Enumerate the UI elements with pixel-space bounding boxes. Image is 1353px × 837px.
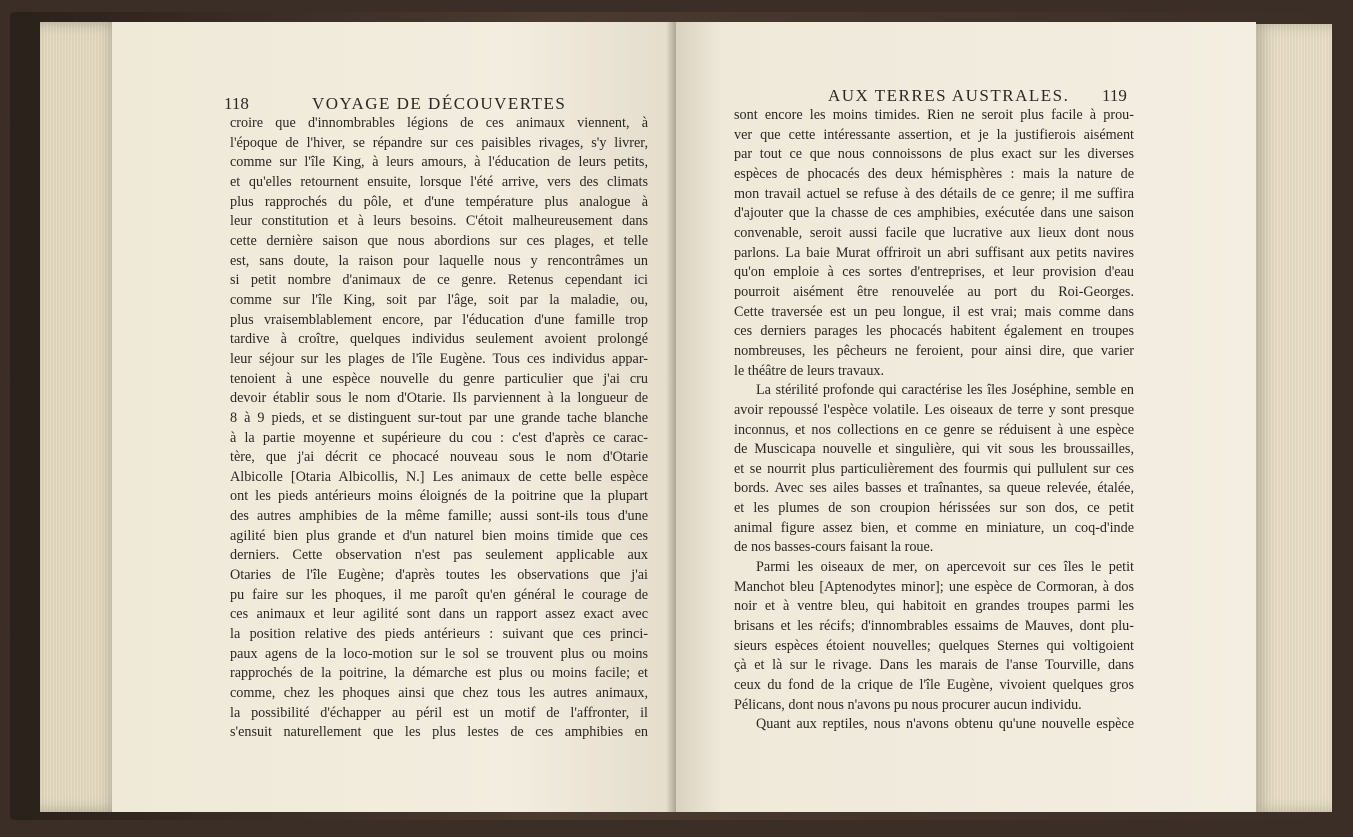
text-line: plus vraisemblablement encore, par l'éducation d'une famille trop — [230, 311, 648, 328]
text-line: avoir repoussé l'espèce volatile. Les oiseaux de terre y sont presque — [734, 401, 1134, 418]
text-line: nombreuses, les pêcheurs ne feroient, pour ainsi dire, que varier — [734, 342, 1134, 359]
text-line: ces animaux et leur agilité sont dans un rapport assez exact avec — [230, 606, 648, 623]
text-line: des autres amphibies de la même famille; aussi sont-ils tous d'une — [230, 508, 648, 525]
text-line: s'ensuit naturellement que les plus lestes de ces amphibies en — [230, 724, 648, 741]
text-line: mon travail actuel se refuse à des détails de ce genre; il me suffira — [734, 185, 1134, 202]
text-line: convenable, seroit aussi facile que lucrative aux lieux dont nous — [734, 224, 1134, 241]
text-line: comme sur l'île King, à leurs amours, à l'éducation de leurs petits, — [230, 154, 648, 171]
text-line: de Muscicapa nouvelle et singulière, qui vit sous les broussailles, — [734, 441, 1134, 458]
text-line: devoir établir sous le nom d'Otarie. Ils parviennent à la longueur de — [230, 390, 648, 407]
text-line: Cette traversée est un peu longue, il est vrai; mais comme dans — [734, 303, 1134, 320]
text-line: tère, que j'ai décrit ce phocacé nouveau sous le nom d'Otarie — [230, 449, 648, 466]
right-page — [676, 22, 1256, 812]
text-line: pourroit aisément être renouvelée au port du Roi-Georges. — [734, 283, 1134, 300]
text-line: et les plumes de son croupion hérissées sur son dos, ce petit — [734, 500, 1134, 517]
text-line: Albicolle [Otaria Albicollis, N.] Les animaux de cette belle espèce — [230, 468, 648, 485]
text-line: La stérilité profonde qui caractérise les îles Joséphine, semble en — [756, 382, 1134, 399]
text-line: le théâtre de leurs travaux. — [734, 362, 885, 379]
left-page-number: 118 — [224, 94, 249, 113]
text-line: derniers. Cette observation n'est pas seulement applicable aux — [230, 547, 648, 564]
text-line: 8 à 9 pieds, et se distinguent sur-tout par une grande tache blanche — [230, 409, 648, 426]
text-line: çà et là sur le rivage. Dans les marais de l'anse Tourville, dans — [734, 657, 1134, 674]
text-line: inconnus, et nos collections en ce genre se réduisent à une espèce — [734, 421, 1134, 438]
text-line: parlons. La baie Murat offriroit un abri suffisant aux petits navires — [734, 244, 1134, 261]
text-line: et qu'elles retournent ensuite, lorsque l'été arrive, vers des climats — [230, 173, 648, 190]
text-line: de nos basses-cours faisant la roue. — [734, 539, 934, 556]
text-line: l'époque de l'hiver, se répandre sur ces paisibles rivages, s'y livrer, — [230, 134, 648, 151]
text-line: sont encore les moins timides. Rien ne seroit plus facile à prou- — [734, 107, 1134, 123]
right-running-head: AUX TERRES AUSTRALES. — [828, 86, 1070, 105]
left-body-text — [230, 114, 648, 743]
text-line: noir et à ventre bleu, qui habitoit en grandes troupes parmi les — [734, 598, 1134, 615]
right-page-edges — [1252, 24, 1332, 812]
text-line: cette dernière saison que nous abordions sur ces plages, et telle — [230, 232, 648, 249]
text-line: est, sans doute, la raison pour laquelle nous y rencontrâmes un — [230, 252, 648, 269]
left-running-head: VOYAGE DE DÉCOUVERTES — [312, 94, 567, 113]
text-line: la position relative des pieds antérieurs : suivant que ces princi- — [230, 626, 648, 643]
text-line: et se nourrit plus particulièrement des fourmis qui pullulent sur ces — [734, 460, 1134, 477]
text-line: la possibilité d'échapper au péril est un motif de l'affronter, il — [230, 704, 648, 721]
text-line: si petit nombre d'animaux de ce genre. Retenus cependant ici — [230, 272, 648, 289]
text-line: espèces de phocacés des deux hémisphères : mais la nature de — [734, 165, 1134, 182]
text-line: agilité bien plus grande et d'un naturel bien moins timide que ces — [230, 527, 648, 544]
text-line: bords. Avec ses ailes basses et traînantes, sa queue relevée, étalée, — [734, 480, 1134, 497]
text-line: ont les pieds antérieurs moins éloignés de la poitrine que la plupart — [230, 488, 648, 505]
text-line: Quant aux reptiles, nous n'avons obtenu qu'une nouvelle espèce — [756, 716, 1134, 733]
text-line: comme, chez les phoques ainsi que chez tous les autres animaux, — [230, 685, 648, 702]
text-line: sieurs espèces étoient nouvelles; quelques Sternes qui voltigoient — [734, 637, 1134, 654]
left-page-edges — [40, 22, 120, 812]
text-line: rapprochés de la poitrine, la démarche est plus ou moins facile; et — [230, 665, 648, 682]
text-line: leur constitution et à leurs besoins. C'étoit malheureusement dans — [230, 213, 648, 230]
text-line: qu'on emploie à ces sortes d'entreprises, et leur provision d'eau — [734, 264, 1134, 281]
text-line: animal figure assez bien, et comme en miniature, un coq-d'inde — [734, 519, 1134, 536]
text-line: d'ajouter que la chasse de ces amphibies, exécutée dans une saison — [734, 205, 1134, 222]
text-line: brisans et les récifs; d'innombrables essaims de Mauves, dont plu- — [734, 618, 1134, 635]
text-line: tenoient à une espèce nouvelle du genre particulier que j'ai cru — [230, 370, 648, 387]
text-line: tardive à croître, quelques individus seulement avoient prolongé — [230, 331, 648, 348]
text-line: ces derniers parages les phocacés habitent également en troupes — [734, 323, 1134, 340]
text-line: pu faire sur les phoques, il me paroît qu'en général le courage de — [230, 586, 648, 603]
text-line: leur séjour sur les plages de l'île Eugène. Tous ces individus appar- — [230, 350, 648, 367]
right-body-text — [734, 106, 1134, 735]
text-line: Pélicans, dont nous n'avons pu nous procurer aucun individu. — [734, 696, 1082, 713]
text-line: par tout ce que nous connoissons de plus exact sur les diverses — [734, 146, 1134, 163]
left-page — [112, 22, 680, 812]
text-line: ver que cette intéressante assertion, et je la justifierois aisément — [734, 126, 1134, 143]
right-page-number: 119 — [1102, 86, 1127, 105]
text-line: croire que d'innombrables légions de ces animaux viennent, à — [230, 115, 648, 131]
text-line: Otaries de l'île Eugène; d'après toutes les observations que j'ai — [230, 567, 648, 584]
text-line: ceux du fond de la crique de l'île Eugène, vivoient quelques gros — [734, 677, 1134, 694]
text-line: Parmi les oiseaux de mer, on apercevoit sur ces îles le petit — [756, 559, 1134, 576]
text-line: Manchot bleu [Aptenodytes minor]; une espèce de Cormoran, à dos — [734, 578, 1134, 595]
text-line: à la partie moyenne et supérieure du cou : c'est d'après ce carac- — [230, 429, 648, 446]
text-line: plus rapprochés du pôle, et d'une température plus analogue à — [230, 193, 648, 210]
text-line: comme sur l'île King, soit par l'âge, soit par la maladie, ou, — [230, 291, 648, 308]
text-line: paux agens de la loco-motion sur le sol se trouvent plus ou moins — [230, 645, 648, 662]
